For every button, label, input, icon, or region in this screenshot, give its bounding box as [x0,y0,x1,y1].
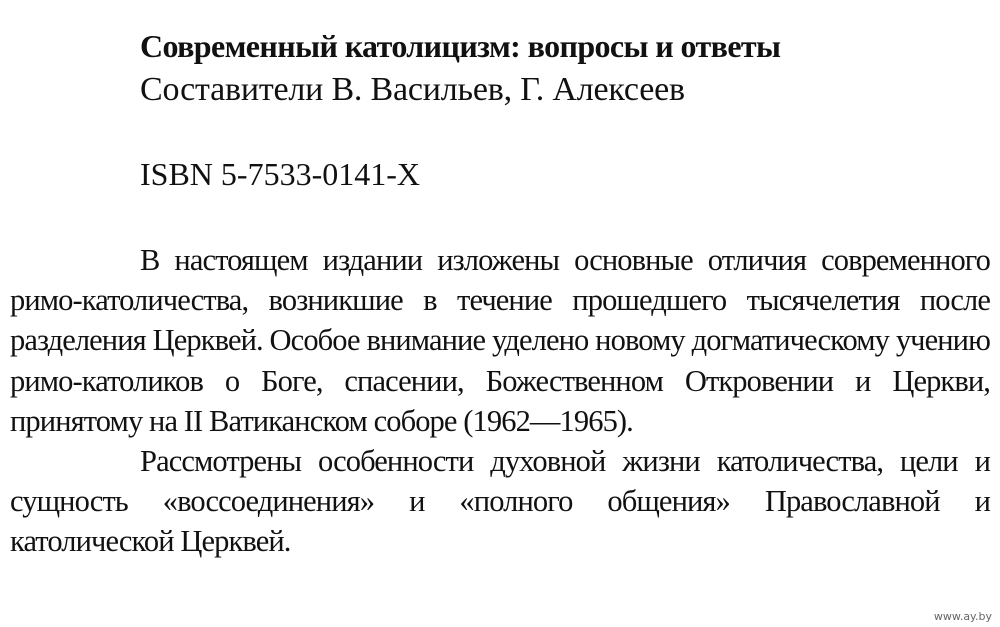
annotation-paragraph: В настоящем издании изложены основные отличия современного римо-католичества, возникшие в течение прошедшего тысячелетия после разделения Церквей. Особое внимание уделено новому догматическому учению римо-католиков о Боге, спасении, Божественном Откровении и Церкви, принятому на II Ватиканском соборе (1962—1965). [10,243,990,438]
isbn: ISBN 5-7533-0141-X [140,156,420,192]
watermark: www.ay.by [933,610,992,623]
book-authors: Составители В. Васильев, Г. Алексеев [140,71,685,108]
book-title: Современный католицизм: вопросы и ответы [140,28,781,64]
annotation-text [10,240,990,562]
annotation-paragraph: Рассмотрены особенности духовной жизни католичества, цели и сущность «воссоединения» и «полного общения» Православной и католической Церквей. [10,444,990,559]
